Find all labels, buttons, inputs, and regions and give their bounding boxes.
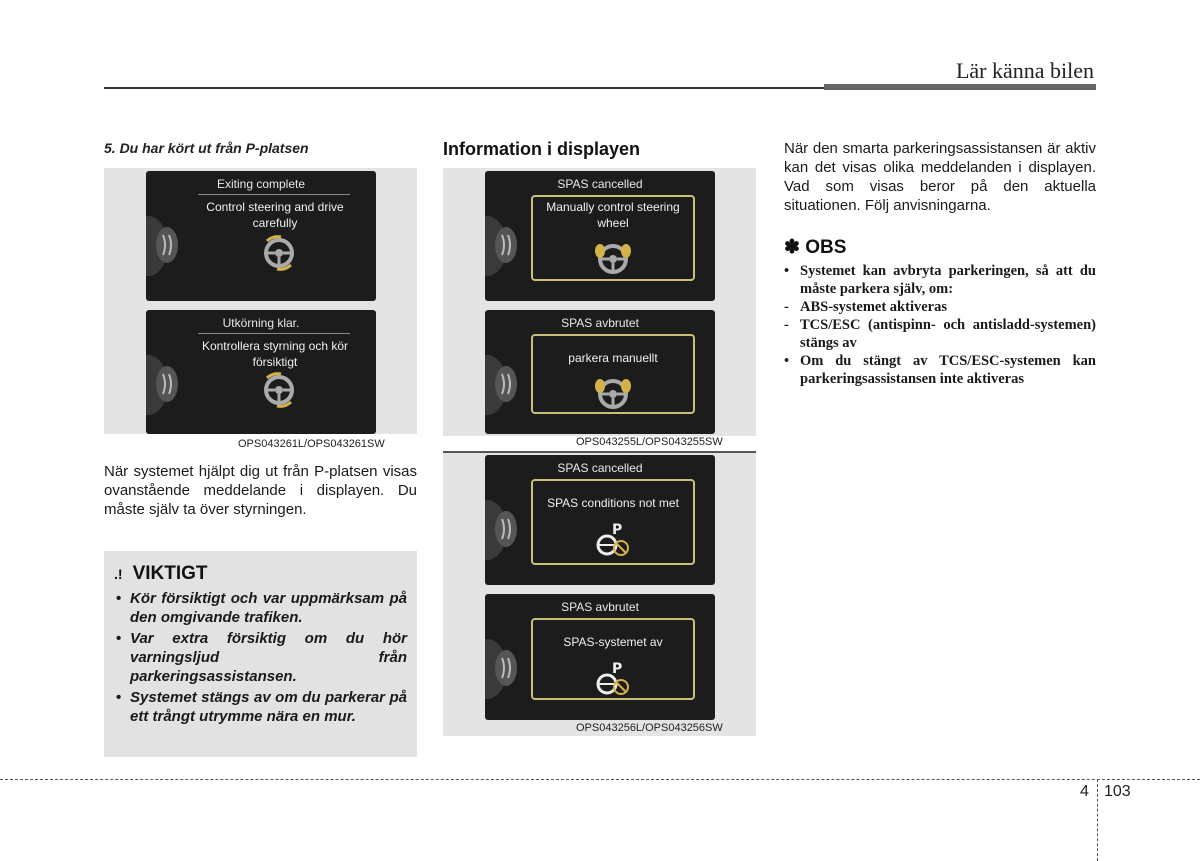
chapter-number: 4 — [1080, 783, 1089, 800]
warning-title-text: VIKTIGT — [132, 563, 208, 584]
screen-title: SPAS cancelled — [557, 177, 643, 191]
warning-item: • Systemet stängs av om du parkerar på ett trångt utrymme nära en mur. — [114, 688, 407, 726]
footer-rule — [0, 779, 1200, 780]
screen-message: SPAS-systemet av — [563, 635, 663, 649]
warning-icon: .! — [114, 566, 123, 582]
screen-message: Control steering and drive carefully — [206, 200, 344, 230]
bullet: - — [784, 299, 789, 315]
note-item — [784, 352, 1096, 388]
display-screen-system-off-sv — [485, 594, 715, 720]
screen-divider — [198, 333, 350, 334]
screen-message: SPAS conditions not met — [547, 496, 679, 510]
screen-title: Utkörning klar. — [222, 316, 300, 330]
bullet: - — [784, 317, 789, 333]
note-text: TCS/ESC (antispinn- och antisladd-systemen) stängs av — [800, 317, 1096, 351]
steering-wheel-hands-icon — [595, 376, 631, 412]
knob-icon — [493, 646, 519, 690]
knob-icon — [493, 507, 519, 551]
screen-title: Exiting complete — [216, 177, 306, 191]
screen-divider — [198, 194, 350, 195]
message-frame — [531, 334, 695, 414]
screen-title: SPAS cancelled — [557, 461, 643, 475]
bullet: • — [784, 353, 790, 369]
message-frame — [531, 195, 695, 281]
parking-disabled-icon — [595, 521, 631, 557]
display-screen-exiting-en — [146, 171, 376, 301]
warning-box — [104, 551, 417, 757]
figure-caption: OPS043256L/OPS043256SW — [576, 722, 723, 734]
screen-message: Kontrollera styrning och kör försiktigt — [201, 339, 349, 369]
note-text: Systemet kan avbryta parkeringen, så att du måste parkera själv, om: — [800, 263, 1096, 297]
section-subheading: 5. Du har kört ut från P-platsen — [104, 140, 309, 156]
steering-wheel-rotate-icon — [261, 235, 297, 271]
display-screen-exiting-sv — [146, 310, 376, 434]
figure-panel-cancelled — [443, 168, 756, 436]
warning-item: • Kör försiktigt och var uppmärksam på den omgivande trafiken. — [114, 589, 407, 627]
page-header-title: Lär känna bilen — [955, 58, 1094, 83]
svg-text:P: P — [612, 522, 623, 538]
note-list — [784, 262, 1096, 388]
screen-message: parkera manuellt — [568, 351, 658, 365]
message-frame — [531, 479, 695, 565]
page-number: 103 — [1104, 783, 1131, 800]
note-item — [784, 262, 1096, 298]
knob-icon — [493, 362, 519, 406]
warning-list — [114, 589, 407, 728]
display-screen-conditions-en — [485, 455, 715, 585]
body-paragraph: När systemet hjälpt dig ut från P-platsen visas ovanstående meddelande i displayen. Du måste själv ta över styrningen. — [104, 463, 417, 518]
knob-icon — [154, 362, 180, 406]
message-frame — [531, 618, 695, 700]
knob-icon — [493, 223, 519, 267]
note-text: ABS-systemet aktiveras — [800, 299, 947, 315]
figure-caption: OPS043261L/OPS043261SW — [238, 438, 385, 450]
bullet: • — [784, 263, 790, 279]
display-screen-cancelled-en — [485, 171, 715, 301]
note-item — [784, 316, 1096, 352]
steering-wheel-rotate-icon — [261, 372, 297, 408]
warning-title — [114, 563, 208, 585]
body-paragraph: När den smarta parkeringsassistansen är aktiv kan det visas olika meddelanden i displayen. Vad som visas beror på den aktuella situationen. Följ anvisningarna. — [784, 140, 1096, 214]
note-text: Om du stängt av TCS/ESC-systemen kan parkeringsassistansen inte aktiveras — [800, 353, 1096, 387]
display-screen-cancelled-sv — [485, 310, 715, 434]
screen-message: Manually control steering wheel — [546, 200, 680, 230]
figure-divider — [443, 451, 756, 453]
note-title: ✽ OBS — [784, 237, 847, 258]
screen-title: SPAS avbrutet — [561, 600, 639, 614]
section-heading: Information i displayen — [443, 139, 641, 159]
warning-item: • Var extra försiktig om du hör varningsljud från parkeringsassistansen. — [114, 629, 407, 686]
figure-caption: OPS043255L/OPS043255SW — [576, 436, 723, 448]
note-item — [784, 298, 1096, 316]
footer-vertical-rule — [1097, 779, 1098, 861]
figure-panel-conditions — [443, 452, 756, 736]
header-rule-accent — [824, 84, 1096, 90]
parking-disabled-icon — [595, 660, 631, 696]
screen-title: SPAS avbrutet — [561, 316, 639, 330]
figure-panel-exit — [104, 168, 417, 434]
knob-icon — [154, 223, 180, 267]
svg-text:P: P — [612, 661, 623, 677]
steering-wheel-hands-icon — [595, 241, 631, 277]
